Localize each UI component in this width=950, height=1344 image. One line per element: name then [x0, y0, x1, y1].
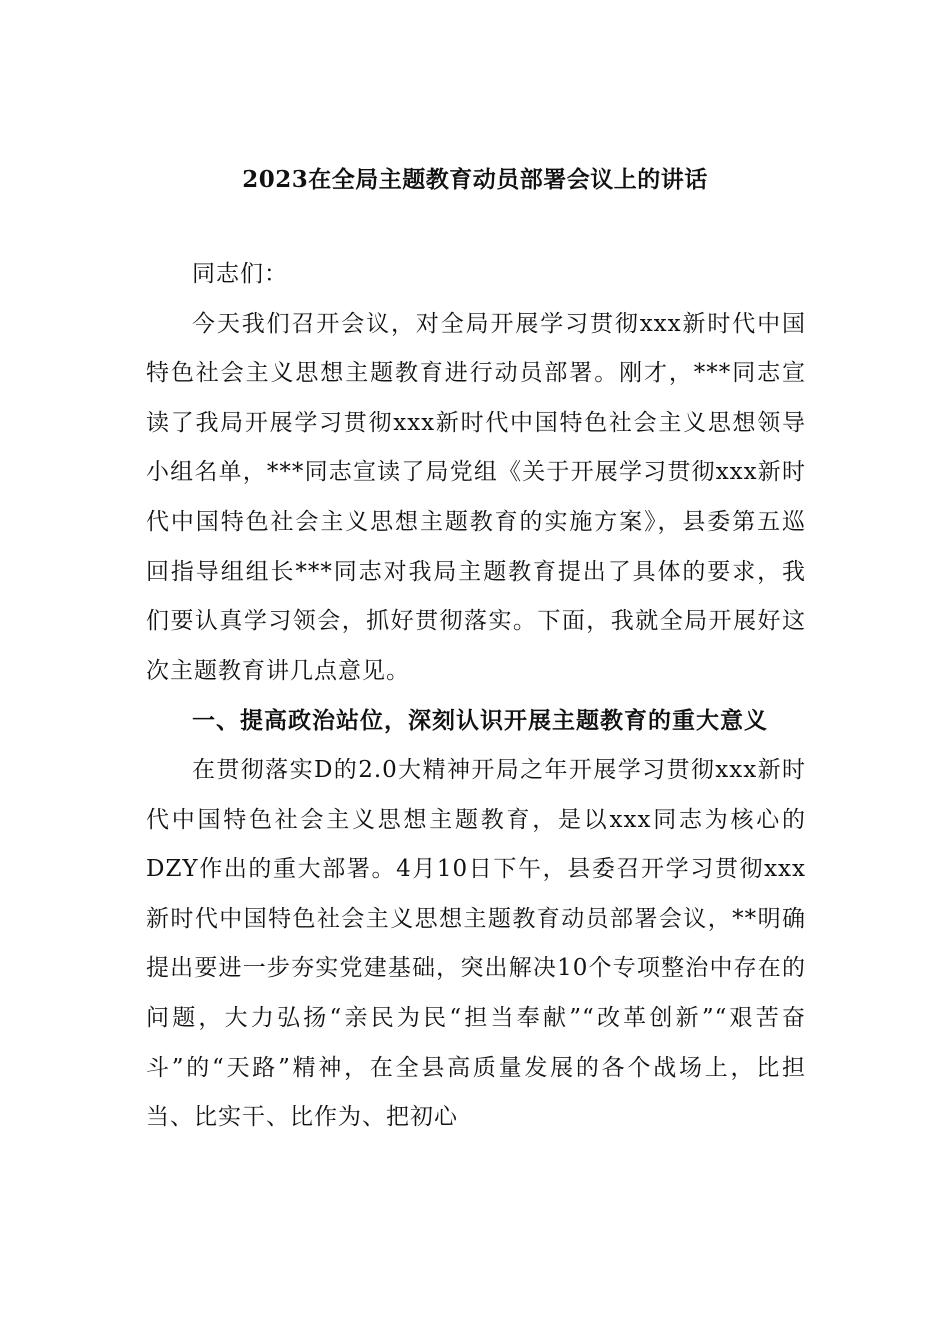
- section-heading: 一、提高政治站位，深刻认识开展主题教育的重大意义: [192, 707, 768, 735]
- section-paragraph: 在贯彻落实D的2.0大精神开局之年开展学习贯彻xxx新时代中国特色社会主义思想主题教育，是以xxx同志为核心的DZY作出的重大部署。4月10日下午，县委召开学习贯彻xxx新时代中国特色社会主义思想主题教育动员部署会议，**明确提出要进一步夯实党建基础，突出解决10个专项整治中存在的问题，大力弘扬“亲民为民“担当奉献”“改革创新”“艰苦奋斗”的“天路”精神，在全县高质量发展的各个战场上，比担当、比实干、比作为、把初心: [146, 756, 806, 1131]
- document-body: [146, 250, 806, 1143]
- intro-paragraph: 今天我们召开会议，对全局开展学习贯彻xxx新时代中国特色社会主义思想主题教育进行动员部署。刚才，***同志宣读了我局开展学习贯彻xxx新时代中国特色社会主义思想领导小组名单，***同志宣读了局党组《关于开展学习贯彻xxx新时代中国特色社会主义思想主题教育的实施方案》，县委第五巡回指导组组长***同志对我局主题教育提出了具体的要求，我们要认真学习领会，抓好贯彻落实。下面，我就全局开展好这次主题教育讲几点意见。: [146, 310, 806, 684]
- salutation: 同志们：: [192, 261, 288, 287]
- document-title: 2023在全局主题教育动员部署会议上的讲话: [242, 166, 708, 193]
